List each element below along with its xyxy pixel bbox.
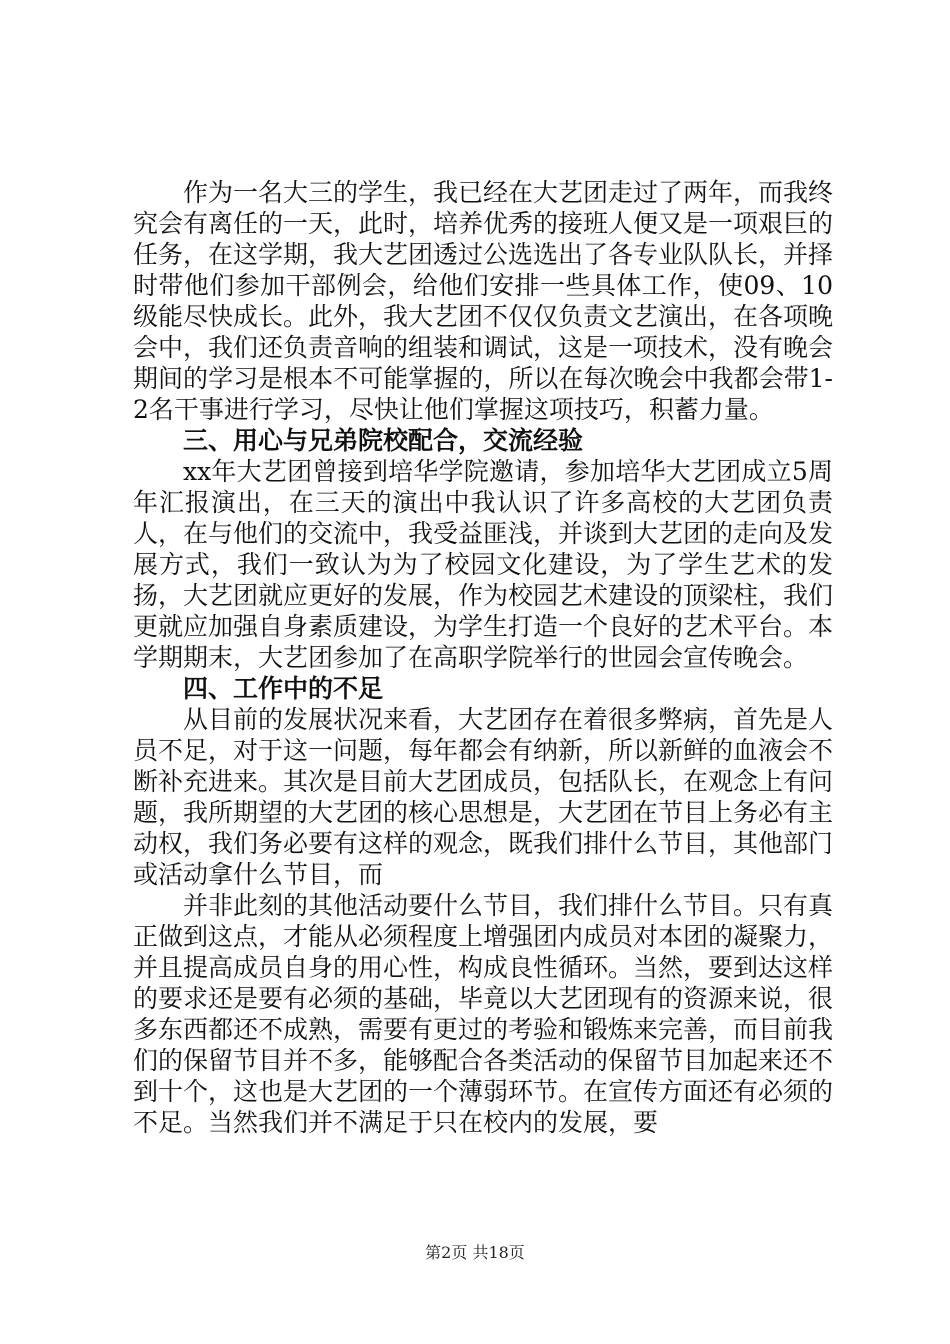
paragraph-successor-training: 作为一名大三的学生，我已经在大艺团走过了两年，而我终究会有离任的一天，此时，培养优秀的接班人便又是一项艰巨的任务，在这学期，我大艺团透过公选选出了各专业队队长，并择时带他们参加干部例会，给他们安排一些具体工作，使09、10级能尽快成长。此外，我大艺团不仅仅负责文艺演出，在各项晚会中，我们还负责音响的组装和调试，这是一项技术，没有晚会期间的学习是根本不可能掌握的，所以在每次晚会中我都会带1-2名干事进行学习，尽快让他们掌握这项技巧，积蓄力量。: [133, 178, 834, 424]
paragraph-exchange-experience: xx年大艺团曾接到培华学院邀请，参加培华大艺团成立5周年汇报演出，在三天的演出中我认识了许多高校的大艺团负责人，在与他们的交流中，我受益匪浅，并谈到大艺团的走向及发展方式，我们一致认为为了校园文化建设，为了学生艺术的发扬，大艺团就应更好的发展，作为校园艺术建设的顶梁柱，我们更就应加强自身素质建设，为学生打造一个良好的艺术平台。本学期期末，大艺团参加了在高职学院举行的世园会宣传晚会。: [133, 457, 834, 672]
section-heading-shortcomings: 四、工作中的不足: [183, 674, 384, 703]
page-footer: [0, 1243, 950, 1263]
page-number-label: 第2页 共18页: [425, 1243, 525, 1262]
section-heading-cooperation: 三、用心与兄弟院校配合，交流经验: [183, 426, 584, 455]
paragraph-shortcomings-continued: 并非此刻的其他活动要什么节目，我们排什么节目。只有真正做到这点，才能从必须程度上增强团内成员对本团的凝聚力，并且提高成员自身的用心性，构成良性循环。当然，要到达这样的要求还是要有必须的基础，毕竟以大艺团现有的资源来说，很多东西都还不成熟，需要有更过的考验和锻炼来完善，而目前我们的保留节目并不多，能够配合各类活动的保留节目加起来还不到十个，这也是大艺团的一个薄弱环节。在宣传方面还有必须的不足。当然我们并不满足于只在校内的发展，要: [133, 891, 834, 1137]
document-body: [133, 177, 833, 1138]
paragraph-shortcomings: 从目前的发展状况来看，大艺团存在着很多弊病，首先是人员不足，对于这一问题，每年都会有纳新，所以新鲜的血液会不断补充进来。其次是目前大艺团成员，包括队长，在观念上有问题，我所期望的大艺团的核心思想是，大艺团在节目上务必有主动权，我们务必要有这样的观念，既我们排什么节目，其他部门或活动拿什么节目，而: [133, 705, 834, 889]
